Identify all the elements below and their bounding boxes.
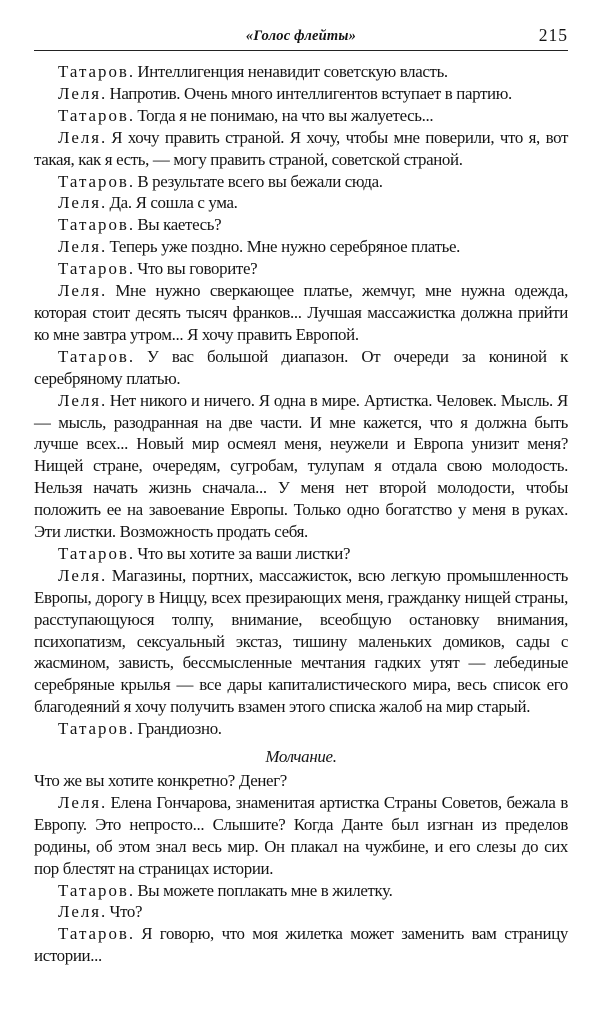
- speech-text: Мне нужно сверкающее платье, жемчуг, мне нужна одежда, которая стоит десять тысяч франков... Лучшая массажистка должна прийти ко мне завтра утром... Я хочу править Европой.: [34, 281, 568, 344]
- speech-text: В результате всего вы бежали сюда.: [137, 171, 383, 191]
- dialogue-paragraph: Леля. Нет никого и ничего. Я одна в мире. Артистка. Человек. Мысль. Я — мысль, разодранная на две части. И мне кажется, что я должна быть лучше всех... Новый мир осмеял меня, неужели и Европа унизит меня? Нищей стране, очередям, сугробам, тулупам я отдала свою молодость. Нельзя начать жизнь сначала... У меня нет второй молодости, чтобы положить ее на завоевание Европы. Только одно богатство у меня в руках. Эти листки. Возможность продать себя.: [34, 390, 568, 542]
- speech-text: Тогда я не понимаю, на что вы жалуетесь...: [137, 105, 434, 125]
- speech-text: Вы каетесь?: [137, 215, 222, 235]
- speaker-name: Леля: [58, 127, 102, 147]
- speaker-name: Леля: [58, 83, 102, 103]
- speaker-name: Татаров: [58, 543, 129, 563]
- dialogue-part-2: [34, 770, 568, 967]
- speech-text: Напротив. Очень много интеллигентов вступает в партию.: [109, 83, 512, 103]
- speaker-name: Леля: [58, 792, 102, 812]
- page-number: 215: [538, 25, 568, 45]
- speech-text: Да. Я сошла с ума.: [109, 193, 238, 213]
- dialogue-paragraph: Татаров. Интеллигенция ненавидит советскую власть.: [58, 62, 448, 81]
- speaker-name: Леля: [58, 193, 102, 213]
- speaker-name: Леля: [58, 390, 102, 410]
- speaker-name: Леля: [58, 902, 102, 922]
- speaker-name: Татаров: [58, 719, 129, 739]
- dialogue-paragraph: Татаров. Вы каетесь?: [58, 215, 222, 235]
- dialogue-paragraph: Леля. Теперь уже поздно. Мне нужно серебряное платье.: [58, 237, 461, 257]
- speaker-name: Татаров: [58, 880, 129, 900]
- speech-text: Что же вы хотите конкретно? Денег?: [34, 771, 287, 790]
- speaker-name: Леля: [58, 237, 102, 257]
- dialogue-paragraph: Леля. Елена Гончарова, знаменитая артистка Страны Советов, бежала в Европу. Это непросто... Слышите? Когда Данте был изгнан из пределов родины, об этом знал весь мир. Он плакал на чужбине, и его слезы до сих пор блестят на страницах истории.: [34, 792, 568, 878]
- dialogue-paragraph: Леля. Я хочу править страной. Я хочу, чтобы мне поверили, что я, вот такая, как я есть, — могу править страной, советской страной.: [34, 127, 568, 169]
- dialogue-paragraph: Татаров. В результате всего вы бежали сюда.: [58, 171, 383, 191]
- speech-text: Что вы хотите за ваши листки?: [137, 543, 351, 563]
- speaker-name: Татаров: [58, 924, 129, 944]
- dialogue-paragraph: Татаров. Я говорю, что моя жилетка может заменить вам страницу истории...: [34, 924, 568, 966]
- speech-text: Интеллигенция ненавидит советскую власть.: [137, 62, 448, 81]
- dialogue-paragraph: Леля. Напротив. Очень много интеллигентов вступает в партию.: [58, 83, 512, 103]
- stage-direction: Молчание.: [265, 747, 337, 767]
- speaker-name: Леля: [58, 565, 102, 585]
- speech-text: У вас большой диапазон. От очереди за кониной к серебряному платью.: [34, 346, 569, 388]
- dialogue-paragraph: Татаров. Вы можете поплакать мне в жилетку.: [58, 880, 393, 900]
- dialogue-paragraph: Леля. Что?: [58, 902, 143, 922]
- dialogue-paragraph: Татаров. Что вы хотите за ваши листки?: [58, 543, 351, 563]
- speaker-name: Татаров: [58, 259, 129, 279]
- speaker-name: Татаров: [58, 215, 129, 235]
- dialogue-paragraph: Леля. Магазины, портних, массажисток, всю легкую промышленность Европы, дорогу в Ниццу, всех презирающих меня, гражданку нищей страны, расступающуюся толпу, внимание, всеобщую остановку внимания, психопатизм, сексуальный экстаз, тишину маленьких домиков, сады с жасмином, зависть, бессмысленные мечтания гадких утят — лебединые серебряные крылья — все дары капиталистического мира, весь список его благодеяний я хочу получить взамен этого списка жалоб на мир старый.: [34, 565, 568, 717]
- page-header: [34, 25, 568, 51]
- speaker-name: Леля: [58, 281, 102, 301]
- speech-text: Я хочу править страной. Я хочу, чтобы мне поверили, что я, вот такая, как я есть, — могу править страной, советской страной.: [34, 127, 568, 169]
- speaker-name: Татаров: [58, 171, 129, 191]
- speech-text: Я говорю, что моя жилетка может заменить вам страницу истории...: [34, 924, 568, 966]
- dialogue-paragraph: Татаров. У вас большой диапазон. От очереди за кониной к серебряному платью.: [34, 346, 569, 388]
- speech-text: Что вы говорите?: [137, 259, 258, 279]
- speech-text: Теперь уже поздно. Мне нужно серебряное платье.: [109, 237, 461, 257]
- speech-text: Вы можете поплакать мне в жилетку.: [137, 880, 393, 900]
- speaker-name: Татаров: [58, 346, 129, 366]
- speech-text: Магазины, портних, массажисток, всю легкую промышленность Европы, дорогу в Ниццу, всех презирающих меня, гражданку нищей страны, расступающуюся толпу, внимание, всеобщую остановку внимания, психопатизм, сексуальный экстаз, тишину маленьких домиков, сады с жасмином, зависть, бессмысленные мечтания гадких утят — лебединые серебряные крылья — все дары капиталистического мира, весь список его благодеяний я хочу получить взамен этого списка жалоб на мир старый.: [34, 565, 568, 717]
- dialogue-paragraph: Леля. Мне нужно сверкающее платье, жемчуг, мне нужна одежда, которая стоит десять тысяч франков... Лучшая массажистка должна прийти ко мне завтра утром... Я хочу править Европой.: [34, 281, 568, 344]
- dialogue-paragraph: Татаров. Грандиозно.: [58, 719, 222, 739]
- speech-text: Грандиозно.: [137, 719, 222, 739]
- page-body: [34, 61, 568, 967]
- dialogue-part-1: [34, 61, 568, 740]
- dialogue-paragraph: [34, 770, 568, 792]
- speech-text: Нет никого и ничего. Я одна в мире. Артистка. Человек. Мысль. Я — мысль, разодранная на две части. И мне кажется, что я должна быть лучше всех... Новый мир осмеял меня, неужели и Европа унизит меня? Нищей стране, очередям, сугробам, тулупам я отдала свою молодость. Нельзя начать жизнь сначала... У меня нет второй молодости, чтобы положить ее на завоевание Европы. Только одно богатство у меня в руках. Эти листки. Возможность продать себя.: [34, 390, 568, 542]
- speech-text: Что?: [109, 902, 143, 922]
- dialogue-paragraph: Татаров. Что вы говорите?: [58, 259, 258, 279]
- dialogue-paragraph: Леля. Да. Я сошла с ума.: [58, 193, 238, 213]
- running-title: «Голос флейты»: [245, 28, 357, 44]
- speaker-name: Татаров: [58, 62, 129, 81]
- speaker-name: Татаров: [58, 105, 129, 125]
- dialogue-paragraph: Татаров. Тогда я не понимаю, на что вы жалуетесь...: [58, 105, 434, 125]
- speech-text: Елена Гончарова, знаменитая артистка Страны Советов, бежала в Европу. Это непросто... Слышите? Когда Данте был изгнан из пределов родины, об этом знал весь мир. Он плакал на чужбине, и его слезы до сих пор блестят на страницах истории.: [34, 792, 568, 878]
